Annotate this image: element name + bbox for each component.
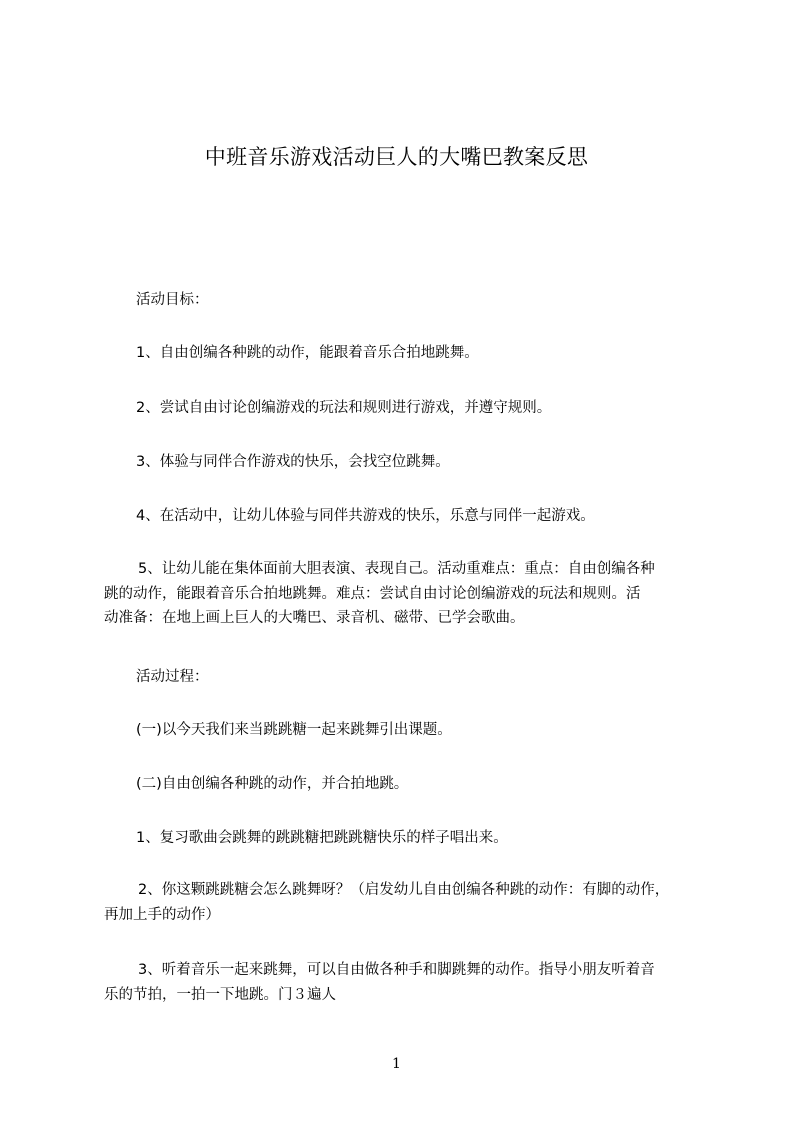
process-heading: 活动过程：	[136, 669, 209, 685]
goal-item-5-line-2: 跳的动作，能跟着音乐合拍地跳舞。难点：尝试自由讨论创编游戏的玩法和规则。活	[104, 585, 641, 602]
document-title: 中班音乐游戏活动巨人的大嘴巴教案反思	[204, 145, 589, 169]
goal-item-5	[104, 557, 655, 631]
goal-item-5-line-1: 5、让幼儿能在集体面前大胆表演、表现自己。活动重难点：重点：自由创编各种	[138, 561, 655, 577]
goal-item-2: 2、尝试自由讨论创编游戏的玩法和规则进行游戏，并遵守规则。	[136, 400, 552, 416]
goal-item-5-line-3: 动准备：在地上画上巨人的大嘴巴、录音机、磁带、已学会歌曲。	[104, 610, 525, 626]
process-step-3-line-1: 3、听着音乐一起来跳舞，可以自由做各种手和脚跳舞的动作。指导小朋友听着音	[138, 962, 655, 978]
goal-item-3: 3、体验与同伴合作游戏的快乐，会找空位跳舞。	[136, 454, 450, 470]
process-step-2-line-1: 2、你这颗跳跳糖会怎么跳舞呀？（启发幼儿自由创编各种跳的动作：有脚的动作，	[138, 882, 670, 898]
goal-item-1: 1、自由创编各种跳的动作，能跟着音乐合拍地跳舞。	[136, 345, 479, 361]
process-step-a: (一)以今天我们来当跳跳糖一起来跳舞引出课题。	[136, 722, 452, 738]
process-step-2	[104, 878, 669, 927]
goal-item-4: 4、在活动中，让幼儿体验与同伴共游戏的快乐，乐意与同伴一起游戏。	[136, 508, 595, 524]
process-step-3	[104, 958, 655, 1007]
process-step-2-line-2: 再加上手的动作）	[104, 906, 220, 923]
page-number: 1	[392, 1056, 401, 1072]
goals-heading: 活动目标：	[136, 292, 209, 308]
process-step-b: (二)自由创编各种跳的动作，并合拍地跳。	[136, 776, 409, 792]
process-step-3-line-2: 乐的节拍，一拍一下地跳。门３遍人	[104, 986, 336, 1003]
process-step-1: 1、复习歌曲会跳舞的跳跳糖把跳跳糖快乐的样子唱出来。	[136, 830, 508, 846]
